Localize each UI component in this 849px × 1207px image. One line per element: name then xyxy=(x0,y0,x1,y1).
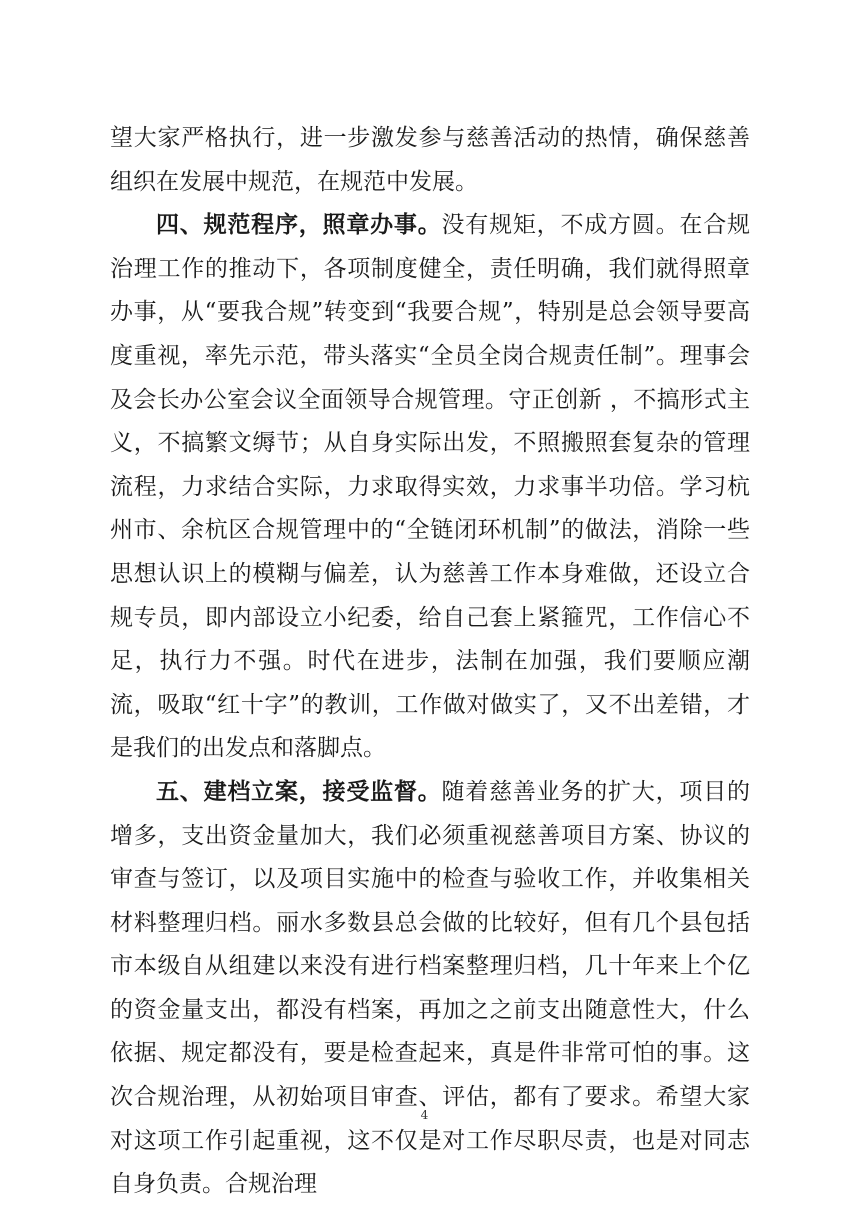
paragraph-text: 随着慈善业务的扩大，项目的增多，支出资金量加大，我们必须重视慈善项目方案、协议的审查与签订，以及项目实施中的检查与验收工作，并收集相关材料整理归档。丽水多数县总会做的比较好，但有几个县包括市本级自从组建以来没有进行档案整理归档，几十年来上个亿的资金量支出，都没有档案，再加之之前支出随意性大，什么依据、规定都没有，要是检查起来，真是件非常可怕的事。这次合规治理，从初始项目审查、评估，都有了要求。希望大家对这项工作引起重视，这不仅是对工作尽职尽责，也是对同志自身负责。合规治理 xyxy=(110,778,751,1198)
paragraph-section-5 xyxy=(110,771,750,1207)
paragraph-section-4 xyxy=(110,204,750,771)
paragraph-continuation xyxy=(110,117,750,204)
paragraph-text: 望大家严格执行，进一步激发参与慈善活动的热情，确保慈善组织在发展中规范，在规范中发展。 xyxy=(110,125,750,195)
paragraph-text: 没有规矩，不成方圆。在合规治理工作的推动下，各项制度健全，责任明确，我们就得照章办事，从“要我合规”转变到“我要合规”，特别是总会领导要高度重视，率先示范，带头落实“全员全岗合规责任制”。理事会及会长办公室会议全面领导合规管理。守正创新 ，不搞形式主义，不搞繁文缛节；从自身实际出发，不照搬照套复杂的管理流程，力求结合实际，力求取得实效，力求事半功倍。学习杭州市、余杭区合规管理中的“全链闭环机制”的做法，消除一些思想认识上的模糊与偏差，认为慈善工作本身难做，还设立合规专员，即内部设立小纪委，给自己套上紧箍咒，工作信心不足，执行力不强。时代在进步，法制在加强，我们要顺应潮流，吸取“红十字”的教训，工作做对做实了，又不出差错，才是我们的出发点和落脚点。 xyxy=(110,212,751,762)
section-heading: 五、建档立案，接受监督。 xyxy=(156,778,442,805)
page-number: 4 xyxy=(420,1108,429,1122)
section-heading: 四、规范程序，照章办事。 xyxy=(156,212,442,239)
document-body xyxy=(110,117,750,1207)
